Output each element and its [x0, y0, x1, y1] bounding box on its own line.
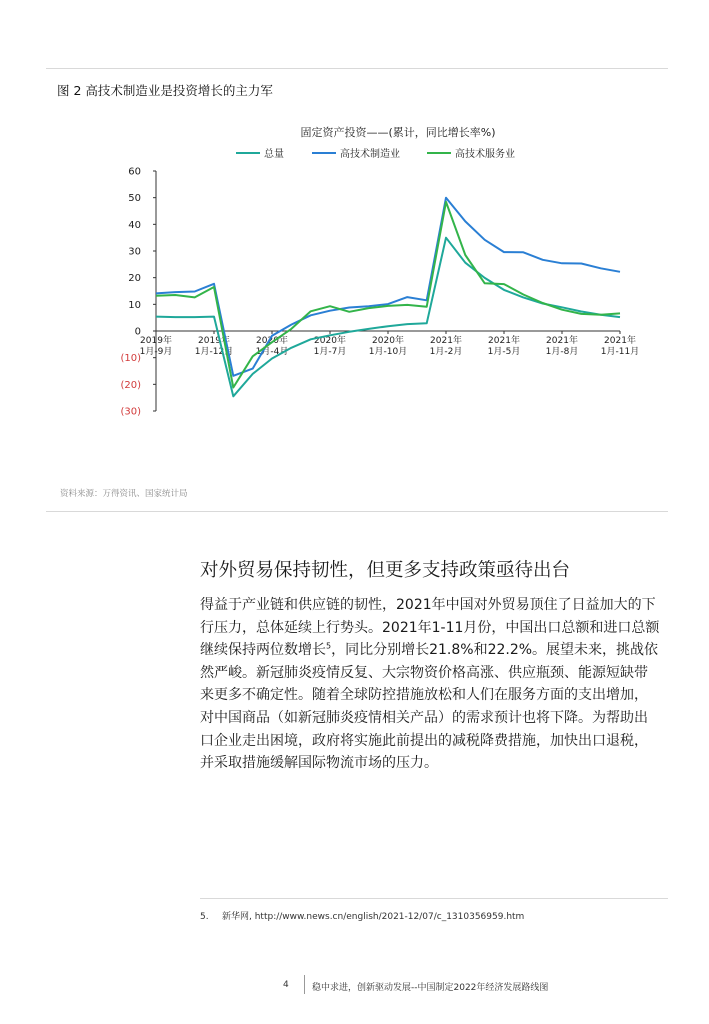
- x-tick-label-period: 1月-4月: [255, 347, 289, 357]
- figure-bottom-rule: [46, 511, 668, 512]
- x-tick-label-period: 1月-8月: [545, 347, 579, 357]
- footer-title: 稳中求进，创新驱动发展--中国制定2022年经济发展路线图: [312, 983, 549, 993]
- legend-label: 高技术制造业: [340, 149, 400, 160]
- legend-label: 高技术服务业: [455, 149, 515, 160]
- footer-divider: [304, 975, 305, 994]
- figure-source: 资料来源：万得资讯、国家统计局: [60, 489, 188, 499]
- body-paragraph: [200, 594, 660, 775]
- footnote: [200, 909, 524, 922]
- chart-title: 固定资产投资——(累计，同比增长率%): [300, 126, 496, 139]
- page-number: 4: [283, 980, 289, 990]
- y-axis: [120, 167, 156, 418]
- x-tick-label-year: 2021年: [488, 336, 520, 346]
- section-heading: 对外贸易保持韧性，但更多支持政策亟待出台: [200, 560, 571, 581]
- y-tick-label: 30: [128, 246, 141, 258]
- footnote-rule: [200, 898, 668, 899]
- footnote-link[interactable]: 新华网, http://www.news.cn/english/2021-12/07/c_1310356959.htm: [222, 912, 525, 922]
- y-tick-label: (20): [120, 379, 141, 391]
- x-tick-label-year: 2020年: [256, 336, 288, 346]
- x-tick-label-period: 1月-9月: [139, 347, 173, 357]
- figure-title: 图 2 高技术制造业是投资增长的主力军: [57, 83, 273, 98]
- y-tick-label: 10: [128, 299, 141, 311]
- x-tick-label-year: 2019年: [140, 336, 172, 346]
- paragraph-text-part-2: ，同比分别增长21.8%和22.2%。展望未来，挑战依然严峻。新冠肺炎疫情反复、大宗物资价格高涨、供应瓶颈、能源短缺带来更多不确定性。随着全球防控措施放松和人们在服务方面的支出增加，对中国商品（如新冠肺炎疫情相关产品）的需求预计也将下降。为帮助出口企业走出困境，政府将实施此前提出的减税降费措施，加快出口退税，并采取措施缓解国际物流市场的压力。: [200, 642, 659, 772]
- x-tick-label-period: 1月-7月: [313, 347, 347, 357]
- series-line-3: [156, 202, 620, 388]
- y-tick-label: (30): [120, 406, 141, 418]
- x-tick-label-period: 1月-2月: [429, 347, 463, 357]
- y-tick-label: 0: [134, 326, 141, 338]
- footnote-number: 5.: [200, 912, 209, 922]
- x-tick-label-year: 2021年: [604, 336, 636, 346]
- y-tick-label: (10): [120, 353, 141, 365]
- y-tick-label: 50: [128, 193, 141, 205]
- chart-legend: [236, 147, 515, 160]
- y-tick-label: 40: [128, 219, 141, 231]
- footnote-reference[interactable]: 5: [326, 641, 332, 651]
- x-tick-label-year: 2021年: [430, 336, 462, 346]
- x-tick-label-period: 1月-10月: [368, 347, 408, 357]
- x-tick-label-period: 1月-11月: [600, 347, 640, 357]
- series-layer: [156, 198, 620, 397]
- y-tick-label: 60: [128, 166, 141, 178]
- line-chart: [0, 0, 709, 480]
- x-tick-label-year: 2020年: [372, 336, 404, 346]
- paragraph-text-part-1: 得益于产业链和供应链的韧性，2021年中国对外贸易顶住了日益加大的下行压力，总体延续上行势头。2021年1-11月份，中国出口总额和进口总额继续保持两位数增长: [200, 597, 660, 659]
- x-tick-label-year: 2021年: [546, 336, 578, 346]
- legend-label: 总量: [264, 149, 284, 160]
- y-tick-label: 20: [128, 273, 141, 285]
- x-tick-label-period: 1月-5月: [487, 347, 521, 357]
- x-tick-label-period: 1月-12月: [194, 347, 234, 357]
- x-tick-label-year: 2020年: [314, 336, 346, 346]
- x-tick-label-year: 2019年: [198, 336, 230, 346]
- x-axis: [140, 331, 640, 357]
